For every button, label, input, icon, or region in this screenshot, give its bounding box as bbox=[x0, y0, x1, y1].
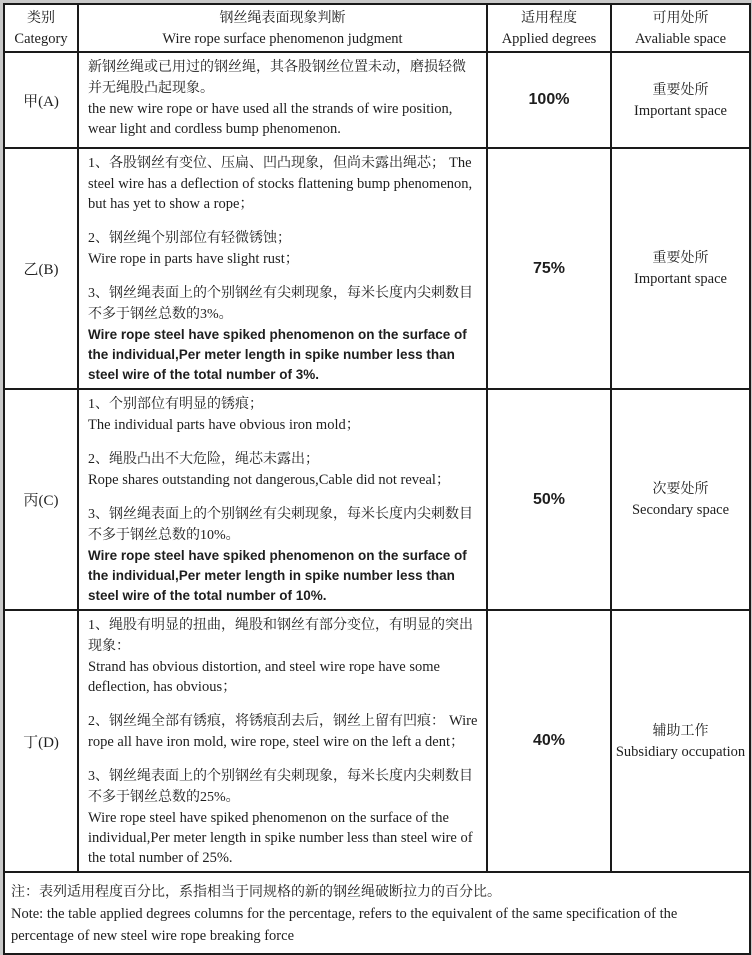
note-row bbox=[4, 872, 750, 954]
judgment-item bbox=[88, 283, 478, 385]
judgment-item bbox=[88, 766, 478, 868]
judgment-item bbox=[88, 504, 478, 606]
header-row bbox=[4, 4, 750, 52]
note-text-cn: 注：表列适用程度百分比，系指相当于同规格的新的钢丝绳破断拉力的百分比。 bbox=[11, 885, 501, 900]
table-row-c bbox=[4, 389, 750, 610]
judgment-text-cn: 2、绳股凸出不大危险，绳芯未露出； bbox=[88, 452, 319, 467]
header-available-space bbox=[611, 4, 750, 52]
table-row-d bbox=[4, 610, 750, 872]
judgment-text-en: The steel wire has a deflection of stocks flattening bump phenomenon, but has yet to show a rope； bbox=[88, 155, 473, 212]
header-category-cn: 类别 bbox=[27, 10, 55, 26]
header-space-cn: 可用处所 bbox=[652, 10, 709, 26]
judgment-text-cn: 2、钢丝绳全部有锈痕，将锈痕刮去后，钢丝上留有凹痕： bbox=[88, 714, 445, 729]
judgment-item bbox=[88, 615, 478, 697]
judgment-text-en: Rope shares outstanding not dangerous,Cable did not reveal； bbox=[88, 472, 451, 488]
judgment-text-en: Strand has obvious distortion, and steel wire rope have some deflection, has obvious； bbox=[88, 659, 440, 695]
document-sheet bbox=[3, 3, 749, 944]
judgment-item bbox=[88, 153, 478, 214]
available-space-cell bbox=[611, 610, 750, 872]
judgment-cell bbox=[78, 610, 487, 872]
judgment-cell bbox=[78, 389, 487, 610]
applied-degree-cell: 100% bbox=[487, 52, 611, 148]
applied-degree-cell: 40% bbox=[487, 610, 611, 872]
header-category-en: Category bbox=[14, 30, 68, 47]
table-header bbox=[4, 4, 750, 52]
header-category bbox=[4, 4, 78, 52]
judgment-text-cn: 3、钢丝绳表面上的个别钢丝有尖刺现象，每米长度内尖刺数目不多于钢丝总数的25%。 bbox=[88, 769, 473, 805]
judgment-item bbox=[88, 228, 478, 269]
judgment-item bbox=[88, 394, 478, 435]
header-applied-degrees bbox=[487, 4, 611, 52]
judgment-text-en: Wire rope all have iron mold, wire rope, steel wire on the left a dent； bbox=[88, 713, 478, 750]
applied-degree-cell: 75% bbox=[487, 148, 611, 389]
table-note bbox=[4, 872, 750, 954]
judgment-text-cn: 1、各股钢丝有变位、压扁、凹凸现象，但尚未露出绳芯； bbox=[88, 156, 445, 171]
available-space-cell bbox=[611, 148, 750, 389]
judgment-item bbox=[88, 449, 478, 490]
space-cn: 重要处所 bbox=[652, 251, 709, 266]
available-space-cell bbox=[611, 389, 750, 610]
space-en: Important space bbox=[633, 102, 727, 119]
wire-rope-judgment-table bbox=[3, 3, 751, 955]
space-cn: 辅助工作 bbox=[652, 723, 709, 739]
category-cell: 乙(B) bbox=[4, 148, 78, 389]
judgment-cell bbox=[78, 148, 487, 389]
judgment-text-cn: 1、绳股有明显的扭曲，绳股和钢丝有部分变位，有明显的突出现象： bbox=[88, 618, 473, 654]
available-space-cell bbox=[611, 52, 750, 148]
judgment-text-cn: 3、钢丝绳表面上的个别钢丝有尖刺现象，每米长度内尖刺数目不多于钢丝总数的3%。 bbox=[88, 286, 473, 322]
category-cell: 甲(A) bbox=[4, 52, 78, 148]
header-space-en: Avaliable space bbox=[634, 30, 727, 47]
judgment-text-cn: 新钢丝绳或已用过的钢丝绳，其各股钢丝位置未动，磨损轻微并无绳股凸起现象。 bbox=[88, 60, 466, 96]
header-applied-en: Applied degrees bbox=[501, 30, 597, 47]
note-text-en: Note: the table applied degrees columns for the percentage, refers to the equivalent of the same specification of the percentage of new steel wire rope breaking force bbox=[11, 906, 678, 944]
judgment-text-cn: 1、个别部位有明显的锈痕； bbox=[88, 397, 263, 412]
category-cell: 丁(D) bbox=[4, 610, 78, 872]
judgment-item bbox=[88, 711, 478, 752]
judgment-text-en: Wire rope in parts have slight rust； bbox=[88, 251, 300, 267]
judgment-item bbox=[88, 57, 478, 139]
space-cn: 重要处所 bbox=[652, 82, 709, 98]
judgment-text-en: The individual parts have obvious iron mold； bbox=[88, 417, 361, 433]
table-row-a bbox=[4, 52, 750, 148]
header-judgment-en: Wire rope surface phenomenon judgment bbox=[162, 30, 403, 47]
judgment-text-en: Wire rope steel have spiked phenomenon on the surface of the individual,Per meter length in spike number less than steel wire of the total number of 3%. bbox=[88, 327, 467, 382]
space-en: Subsidiary occupation bbox=[615, 743, 746, 760]
judgment-text-cn: 2、钢丝绳个别部位有轻微锈蚀； bbox=[88, 231, 291, 246]
header-judgment-cn: 钢丝绳表面现象判断 bbox=[219, 10, 346, 26]
header-judgment bbox=[78, 4, 487, 52]
judgment-text-en: Wire rope steel have spiked phenomenon on the surface of the individual,Per meter length in spike number less than steel wire of the total number of 25%. bbox=[88, 810, 473, 866]
category-cell: 丙(C) bbox=[4, 389, 78, 610]
header-applied-cn: 适用程度 bbox=[521, 10, 577, 26]
space-en: Secondary space bbox=[631, 502, 730, 518]
applied-degree-cell: 50% bbox=[487, 389, 611, 610]
judgment-text-en: the new wire rope or have used all the strands of wire position, wear light and cordless bump phenomenon. bbox=[88, 101, 453, 137]
judgment-cell bbox=[78, 52, 487, 148]
table-row-b bbox=[4, 148, 750, 389]
space-cn: 次要处所 bbox=[652, 482, 709, 497]
judgment-text-en: Wire rope steel have spiked phenomenon on the surface of the individual,Per meter length in spike number less than steel wire of the total number of 10%. bbox=[88, 548, 467, 603]
judgment-text-cn: 3、钢丝绳表面上的个别钢丝有尖刺现象，每米长度内尖刺数目不多于钢丝总数的10%。 bbox=[88, 507, 473, 543]
space-en: Important space bbox=[633, 271, 727, 287]
